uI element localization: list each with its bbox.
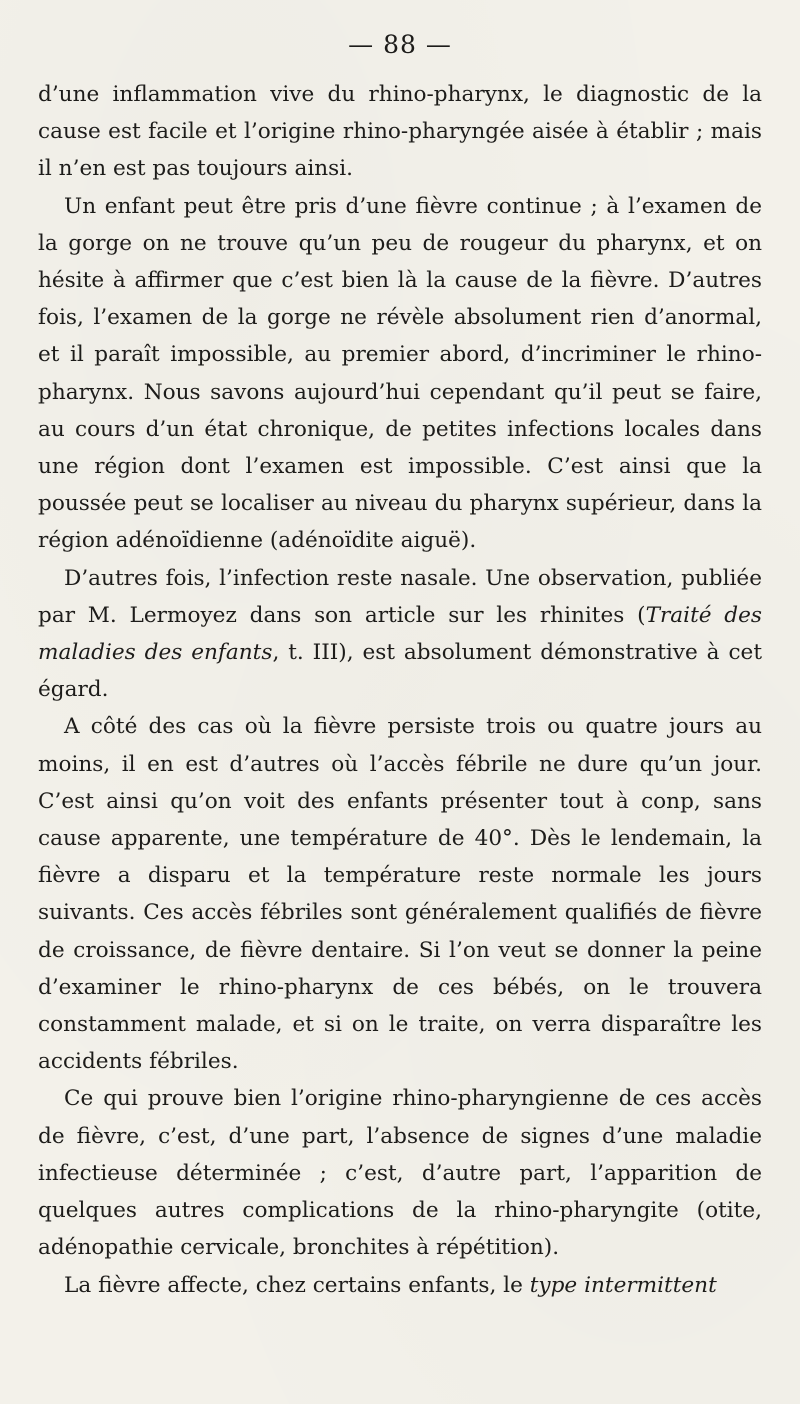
paragraph-3-book-title: Traité des maladies des enfants [38, 602, 762, 666]
paragraph-3-text-after: , t. III), est absolument démonstrative à cet égard. [38, 640, 763, 703]
paragraph-6-text-before: La fièvre affecte, chez certains enfants, le [64, 1272, 530, 1298]
paragraph-3-text-before: D’autres fois, l’infection reste nasale. Une observation, publiée par M. Lermoyez dans son article sur les rhinites ( [38, 565, 762, 628]
paragraph-1: d’une inflammation vive du rhino-pharynx, le diagnostic de la cause est facile et l’origine rhino-pharyngée aisée à établir ; mais il n’en est pas toujours ainsi. [38, 82, 762, 182]
paragraph-6 [38, 1267, 762, 1304]
paragraph-4: A côté des cas où la fièvre persiste trois ou quatre jours au moins, il en est d’autres où l’accès fébrile ne dure qu’un jour. C’est ainsi qu’on voit des enfants présenter tout à conp, sans cause apparente, une température de 40°. Dès le lendemain, la fièvre a disparu et la température reste normale les jours suivants. Ces accès fébriles sont généralement qualifiés de fièvre de croissance, de fièvre dentaire. Si l’on veut se donner la peine d’examiner le rhino-pharynx de ces bébés, on le trouvera constamment malade, et si on le traite, on verra disparaître les accidents fébriles. [38, 714, 762, 1075]
paragraph-6-italic-term: type intermittent [529, 1272, 717, 1298]
page-number: — 88 — [348, 30, 452, 59]
paragraph-5: Ce qui prouve bien l’origine rhino-pharyngienne de ces accès de fièvre, c’est, d’une part, l’absence de signes d’une maladie infectieuse déterminée ; c’est, d’autre part, l’apparition de quelques autres complications de la rhino-pharyngite (otite, adénopathie cervicale, bronchites à répétition). [38, 1086, 762, 1261]
paragraph-3 [38, 560, 762, 709]
body-text [38, 76, 762, 1304]
paragraph-2: Un enfant peut être pris d’une fièvre continue ; à l’examen de la gorge on ne trouve qu’un peu de rougeur du pharynx, et on hésite à affirmer que c’est bien là la cause de la fièvre. D’autres fois, l’examen de la gorge ne révèle absolument rien d’anormal, et il paraît impossible, au premier abord, d’incriminer le rhino-pharynx. Nous savons aujourd’hui cependant qu’il peut se faire, au cours d’un état chronique, de petites infections locales dans une région dont l’examen est impossible. C’est ainsi que la poussée peut se localiser au niveau du pharynx supérieur, dans la région adénoïdienne (adénoïdite aiguë). [38, 193, 762, 554]
